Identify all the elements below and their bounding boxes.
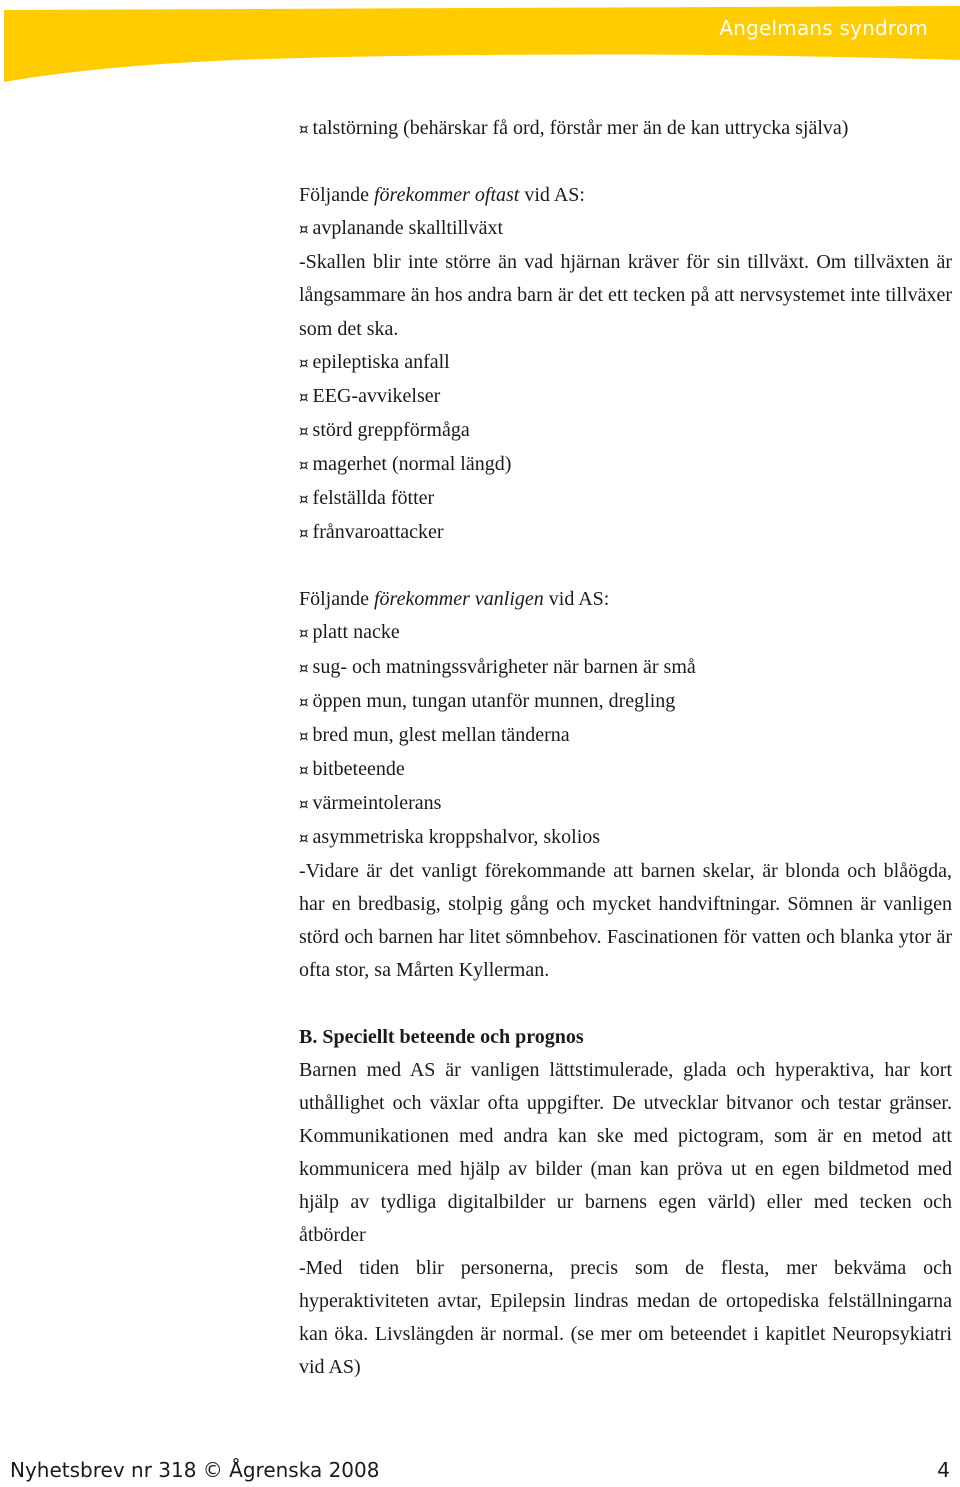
list-often (299, 346, 952, 551)
bullet-icon: ¤ (299, 353, 309, 372)
list-common (299, 616, 952, 855)
paragraph-behavior: Barnen med AS är vanligen lättstimulerade, glada och hyperaktiva, har kort uthållighet och växlar ofta uppgifter. De utvecklar bitvanor och testar gränser. Kommunikationen med andra kan ske med pictogram, som är en metod att kommunicera med hjälp av bilder (man kan pröva ut en egen bildmetod med hjälp av tydliga digitalbilder ur barnens egen värld) eller med tecken och åtbörder (299, 1058, 952, 1247)
bullet-icon: ¤ (299, 692, 309, 711)
list-item: ¤ talstörning (behärskar få ord, förstår mer än de kan uttrycka själva) (299, 117, 849, 139)
list-item: ¤ felställda fötter (299, 487, 435, 510)
list-item: ¤ EEG-avvikelser (299, 384, 441, 407)
bullet-icon: ¤ (299, 387, 309, 406)
bullet-icon: ¤ (299, 524, 309, 543)
list-item: ¤ bitbeteende (299, 757, 405, 780)
bullet-icon: ¤ (299, 490, 309, 509)
bullet-icon: ¤ (299, 220, 309, 239)
list-item: ¤ öppen mun, tungan utanför munnen, dregling (299, 689, 676, 712)
list-item: ¤ magerhet (normal längd) (299, 452, 512, 475)
bullet-icon: ¤ (299, 760, 309, 779)
paragraph-skull-growth: -Skallen blir inte större än vad hjärnan kräver för sin tillväxt. Om tillväxten är långsammare än hos andra barn är det ett tecken på att nervsystemet inte tillväxer som det ska. (299, 251, 952, 340)
paragraph-prognosis: -Med tiden blir personerna, precis som de flesta, mer bekväma och hyperaktiviteten avtar, Epilepsin lindras medan de ortopediska felställningarna kan öka. Livslängden är normal. (se mer om beteendet i kapitlet Neuropsykiatri vid AS) (299, 1257, 952, 1379)
paragraph-common-traits: -Vidare är det vanligt förekommande att barnen skelar, är blonda och blåögda, har en bredbasig, stolpig gång och mycket handviftningar. Sömnen är vanligen störd och barnen har litet sömnbehov. Fascinationen för vatten och blanka ytor är ofta stor, sa Mårten Kyllerman. (299, 860, 952, 982)
header-banner (0, 0, 960, 90)
list-item: ¤ störd greppförmåga (299, 418, 470, 441)
page-number: 4 (937, 1458, 950, 1482)
section-intro-common: Följande förekommer vanligen vid AS: (299, 588, 610, 611)
bullet-icon: ¤ (299, 658, 309, 677)
bullet-icon: ¤ (299, 120, 309, 138)
section-intro-often: Följande förekommer oftast vid AS: (299, 184, 585, 207)
header-title: Angelmans syndrom (719, 16, 928, 40)
section-heading: B. Speciellt beteende och prognos (299, 1025, 584, 1048)
bullet-icon: ¤ (299, 794, 309, 813)
bullet-icon: ¤ (299, 828, 309, 847)
list-item: ¤ platt nacke (299, 621, 400, 644)
list-item: ¤ avplanande skalltillväxt (299, 217, 504, 240)
list-item: ¤ sug- och matningssvårigheter när barnen är små (299, 655, 696, 678)
list-item: ¤ asymmetriska kroppshalvor, skolios (299, 825, 601, 848)
footer-text: Nyhetsbrev nr 318 © Ågrenska 2008 (10, 1458, 380, 1482)
list-item: ¤ frånvaroattacker (299, 521, 444, 544)
list-item: ¤ epileptiska anfall (299, 350, 450, 373)
bullet-icon: ¤ (299, 726, 309, 745)
list-item: ¤ värmeintolerans (299, 791, 442, 814)
bullet-icon: ¤ (299, 455, 309, 474)
bullet-icon: ¤ (299, 624, 309, 643)
list-item: ¤ bred mun, glest mellan tänderna (299, 723, 570, 746)
document-body (299, 112, 952, 1385)
bullet-icon: ¤ (299, 421, 309, 440)
